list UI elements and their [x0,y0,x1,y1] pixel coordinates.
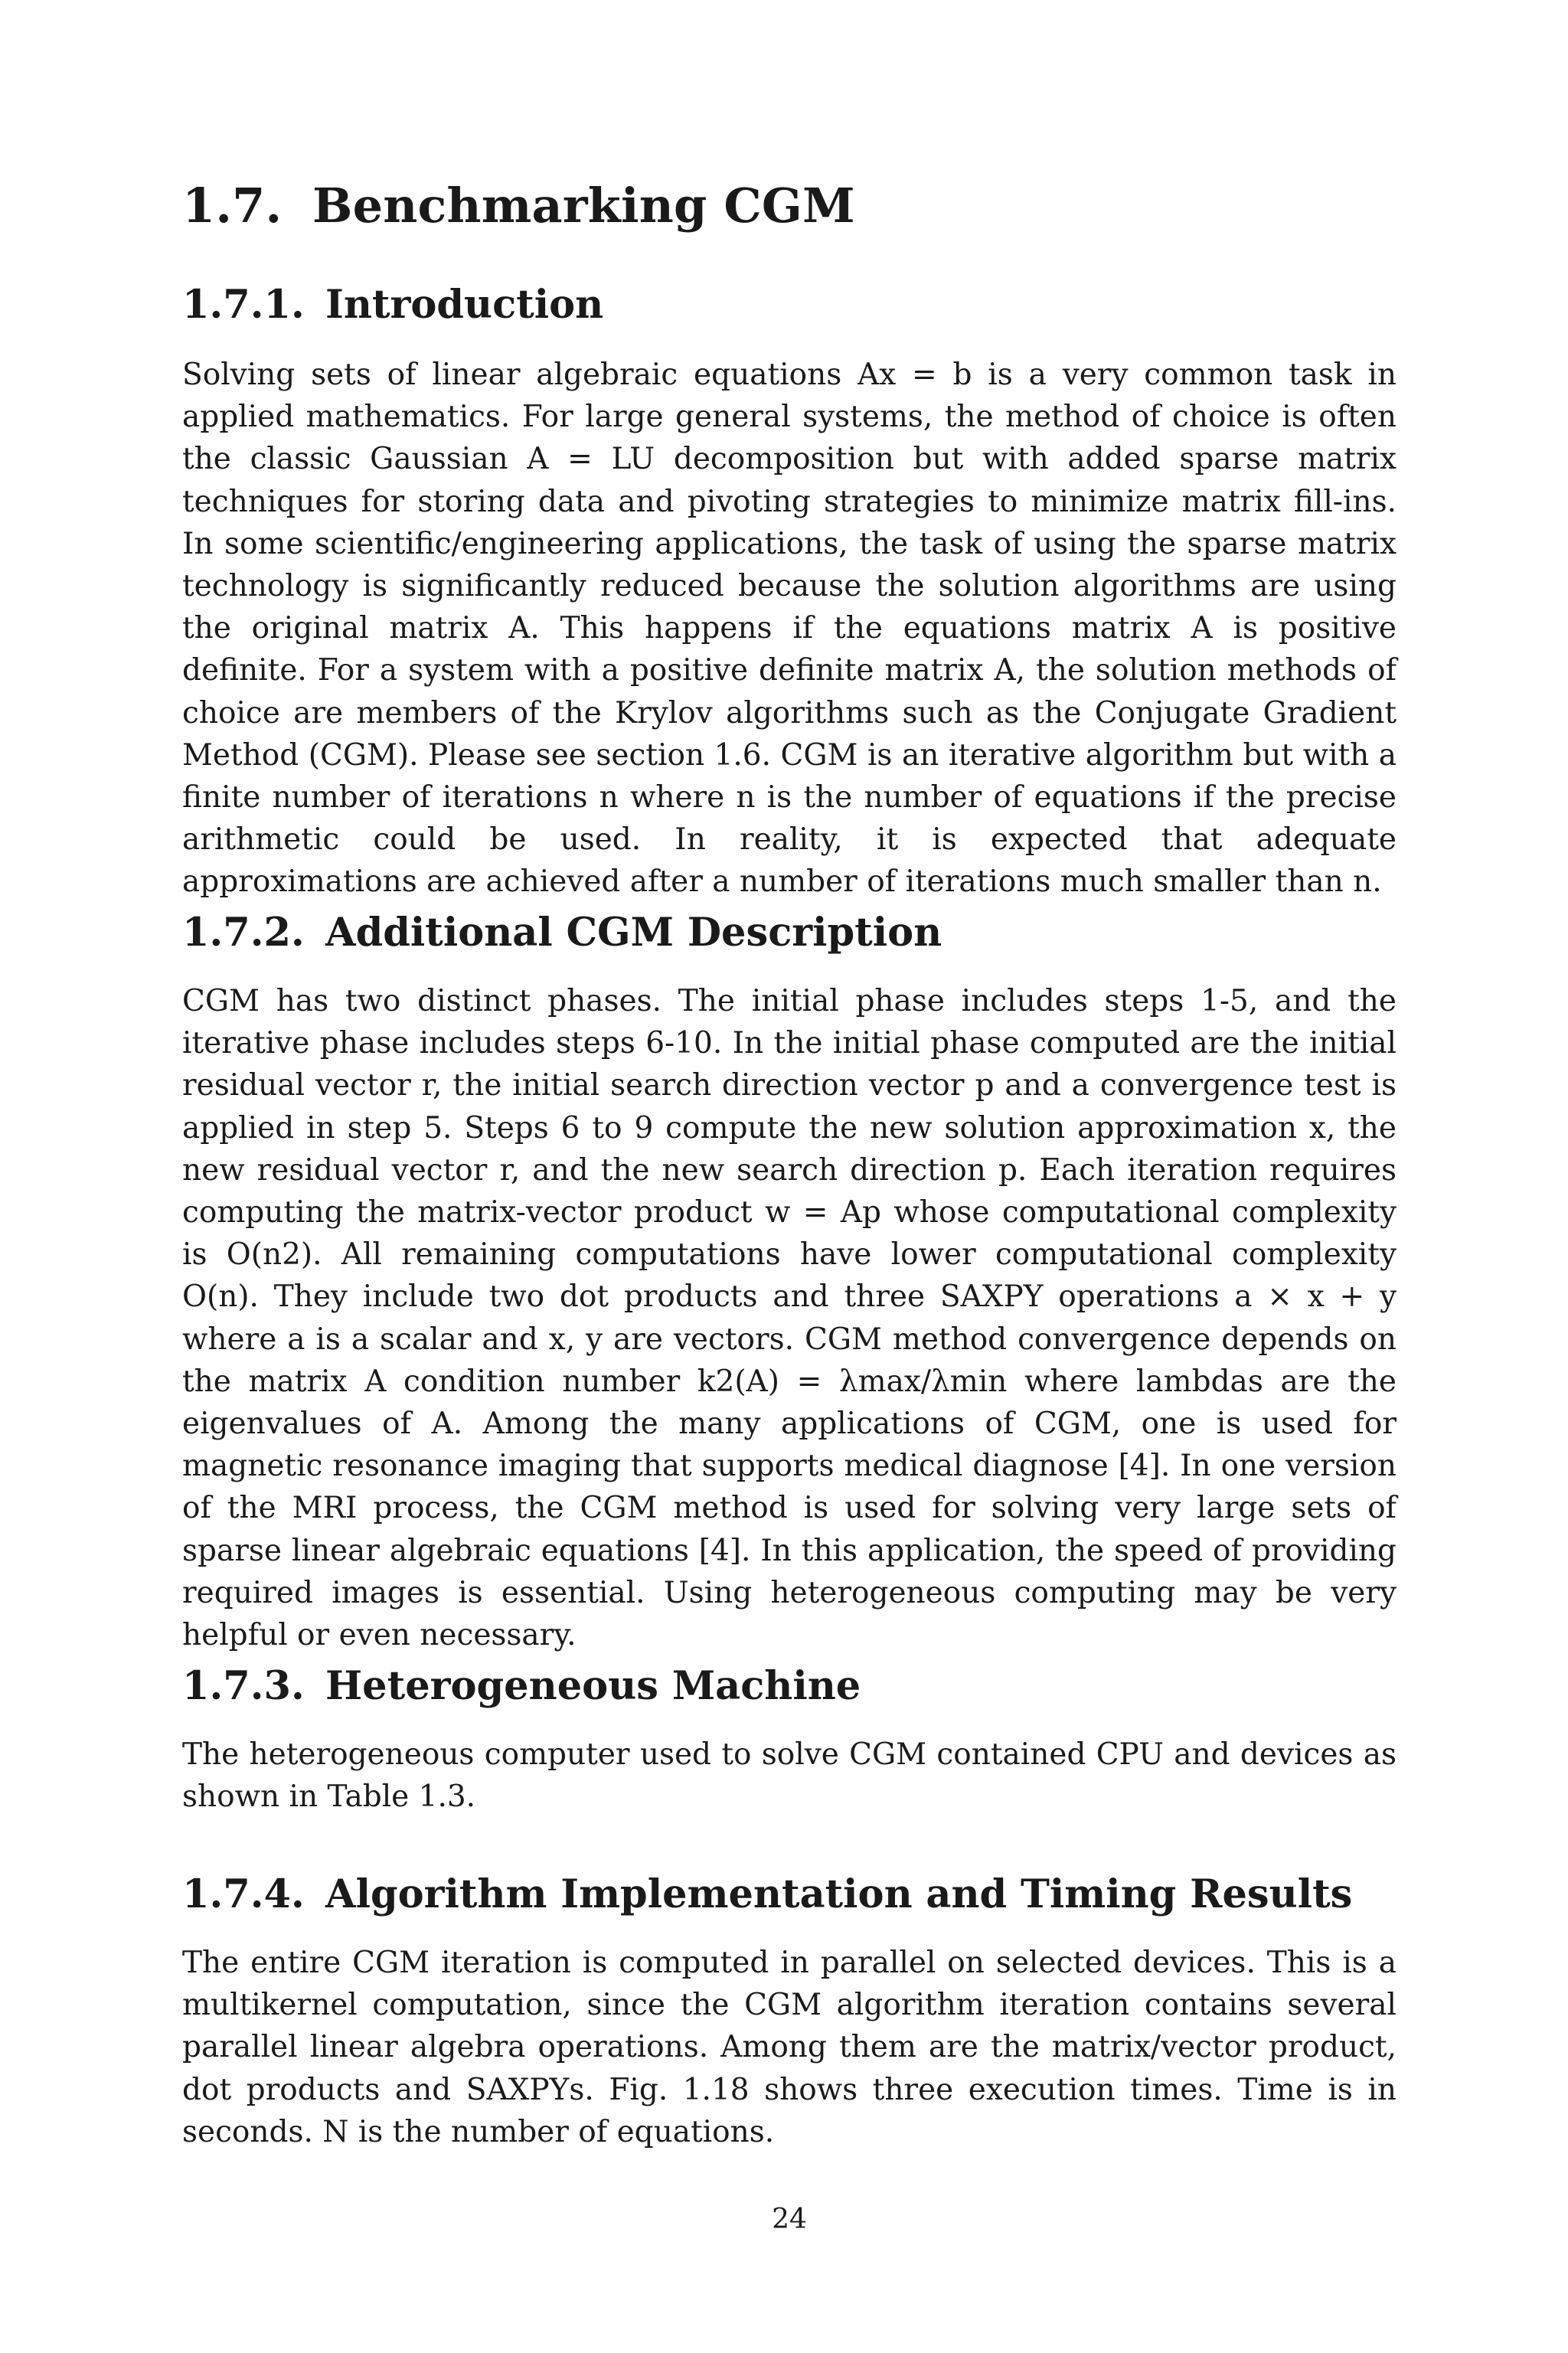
document-page [182,0,1396,2353]
subsection-title: Additional CGM Description [325,910,942,956]
paragraph-timing: The entire CGM iteration is computed in parallel on selected devices. This is a multikernel computation, since the CGM algorithm iteration contains several parallel linear algebra operations. Among them are the matrix/vector product, dot products and SAXPYs. Fig. 1.18 shows three execution times. Time is in seconds. N is the number of equations. [182,1946,1396,2149]
paragraph-description: CGM has two distinct phases. The initial phase includes steps 1-5, and the iterative phase includes steps 6-10. In the initial phase computed are the initial residual vector r, the initial search direction vector p and a convergence test is applied in step 5. Steps 6 to 9 compute the new solution approximation x, the new residual vector r, and the new search direction p. Each iteration requires computing the matrix-vector product w = Ap whose computational complexity is O(n2). All remaining computations have lower computational complexity O(n). They include two dot products and three SAXPY operations a × x + y where a is a scalar and x, y are vectors. CGM method convergence depends on the matrix A condition number k2(A) = λmax/λmin where lambdas are the eigenvalues of A. Among the many applications of CGM, one is used for magnetic resonance imaging that supports medical diagnose [4]. In one version of the MRI process, the CGM method is used for solving very large sets of sparse linear algebraic equations [4]. In this application, the speed of providing required images is essential. Using heterogeneous computing may be very helpful or even necessary. [182,984,1396,1653]
subsection-number: 1.7.2. [182,910,305,956]
subsection-number: 1.7.3. [182,1663,305,1709]
subsection-heading-timing [182,1871,1352,1917]
subsection-title: Heterogeneous Machine [325,1663,861,1709]
subsection-title: Algorithm Implementation and Timing Results [325,1871,1353,1917]
subsection-heading-introduction [182,282,603,328]
subsection-title: Introduction [325,282,604,328]
section-title: Benchmarking CGM [312,178,855,234]
section-heading [182,178,855,234]
subsection-heading-description [182,910,942,956]
section-number: 1.7. [182,178,283,234]
paragraph-introduction: Solving sets of linear algebraic equations Ax = b is a very common task in applied mathematics. For large general systems, the method of choice is often the classic Gaussian A = LU decomposition but with added sparse matrix techniques for storing data and pivoting strategies to minimize matrix fill-ins. In some scientific/engineering applications, the task of using the sparse matrix technology is significantly reduced because the solution algorithms are using the original matrix A. This happens if the equations matrix A is positive definite. For a system with a positive definite matrix A, the solution methods of choice are members of the Krylov algorithms such as the Conjugate Gradient Method (CGM). Please see section 1.6. CGM is an iterative algorithm but with a finite number of iterations n where n is the number of equations if the precise arithmetic could be used. In reality, it is expected that adequate approximations are achieved after a number of iterations much smaller than n. [182,358,1396,900]
subsection-number: 1.7.4. [182,1871,305,1917]
paragraph-machine: The heterogeneous computer used to solve CGM contained CPU and devices as shown in Table 1.3. [182,1737,1396,1815]
subsection-number: 1.7.1. [182,282,305,328]
subsection-heading-machine [182,1663,861,1709]
page-number: 24 [772,2204,807,2235]
